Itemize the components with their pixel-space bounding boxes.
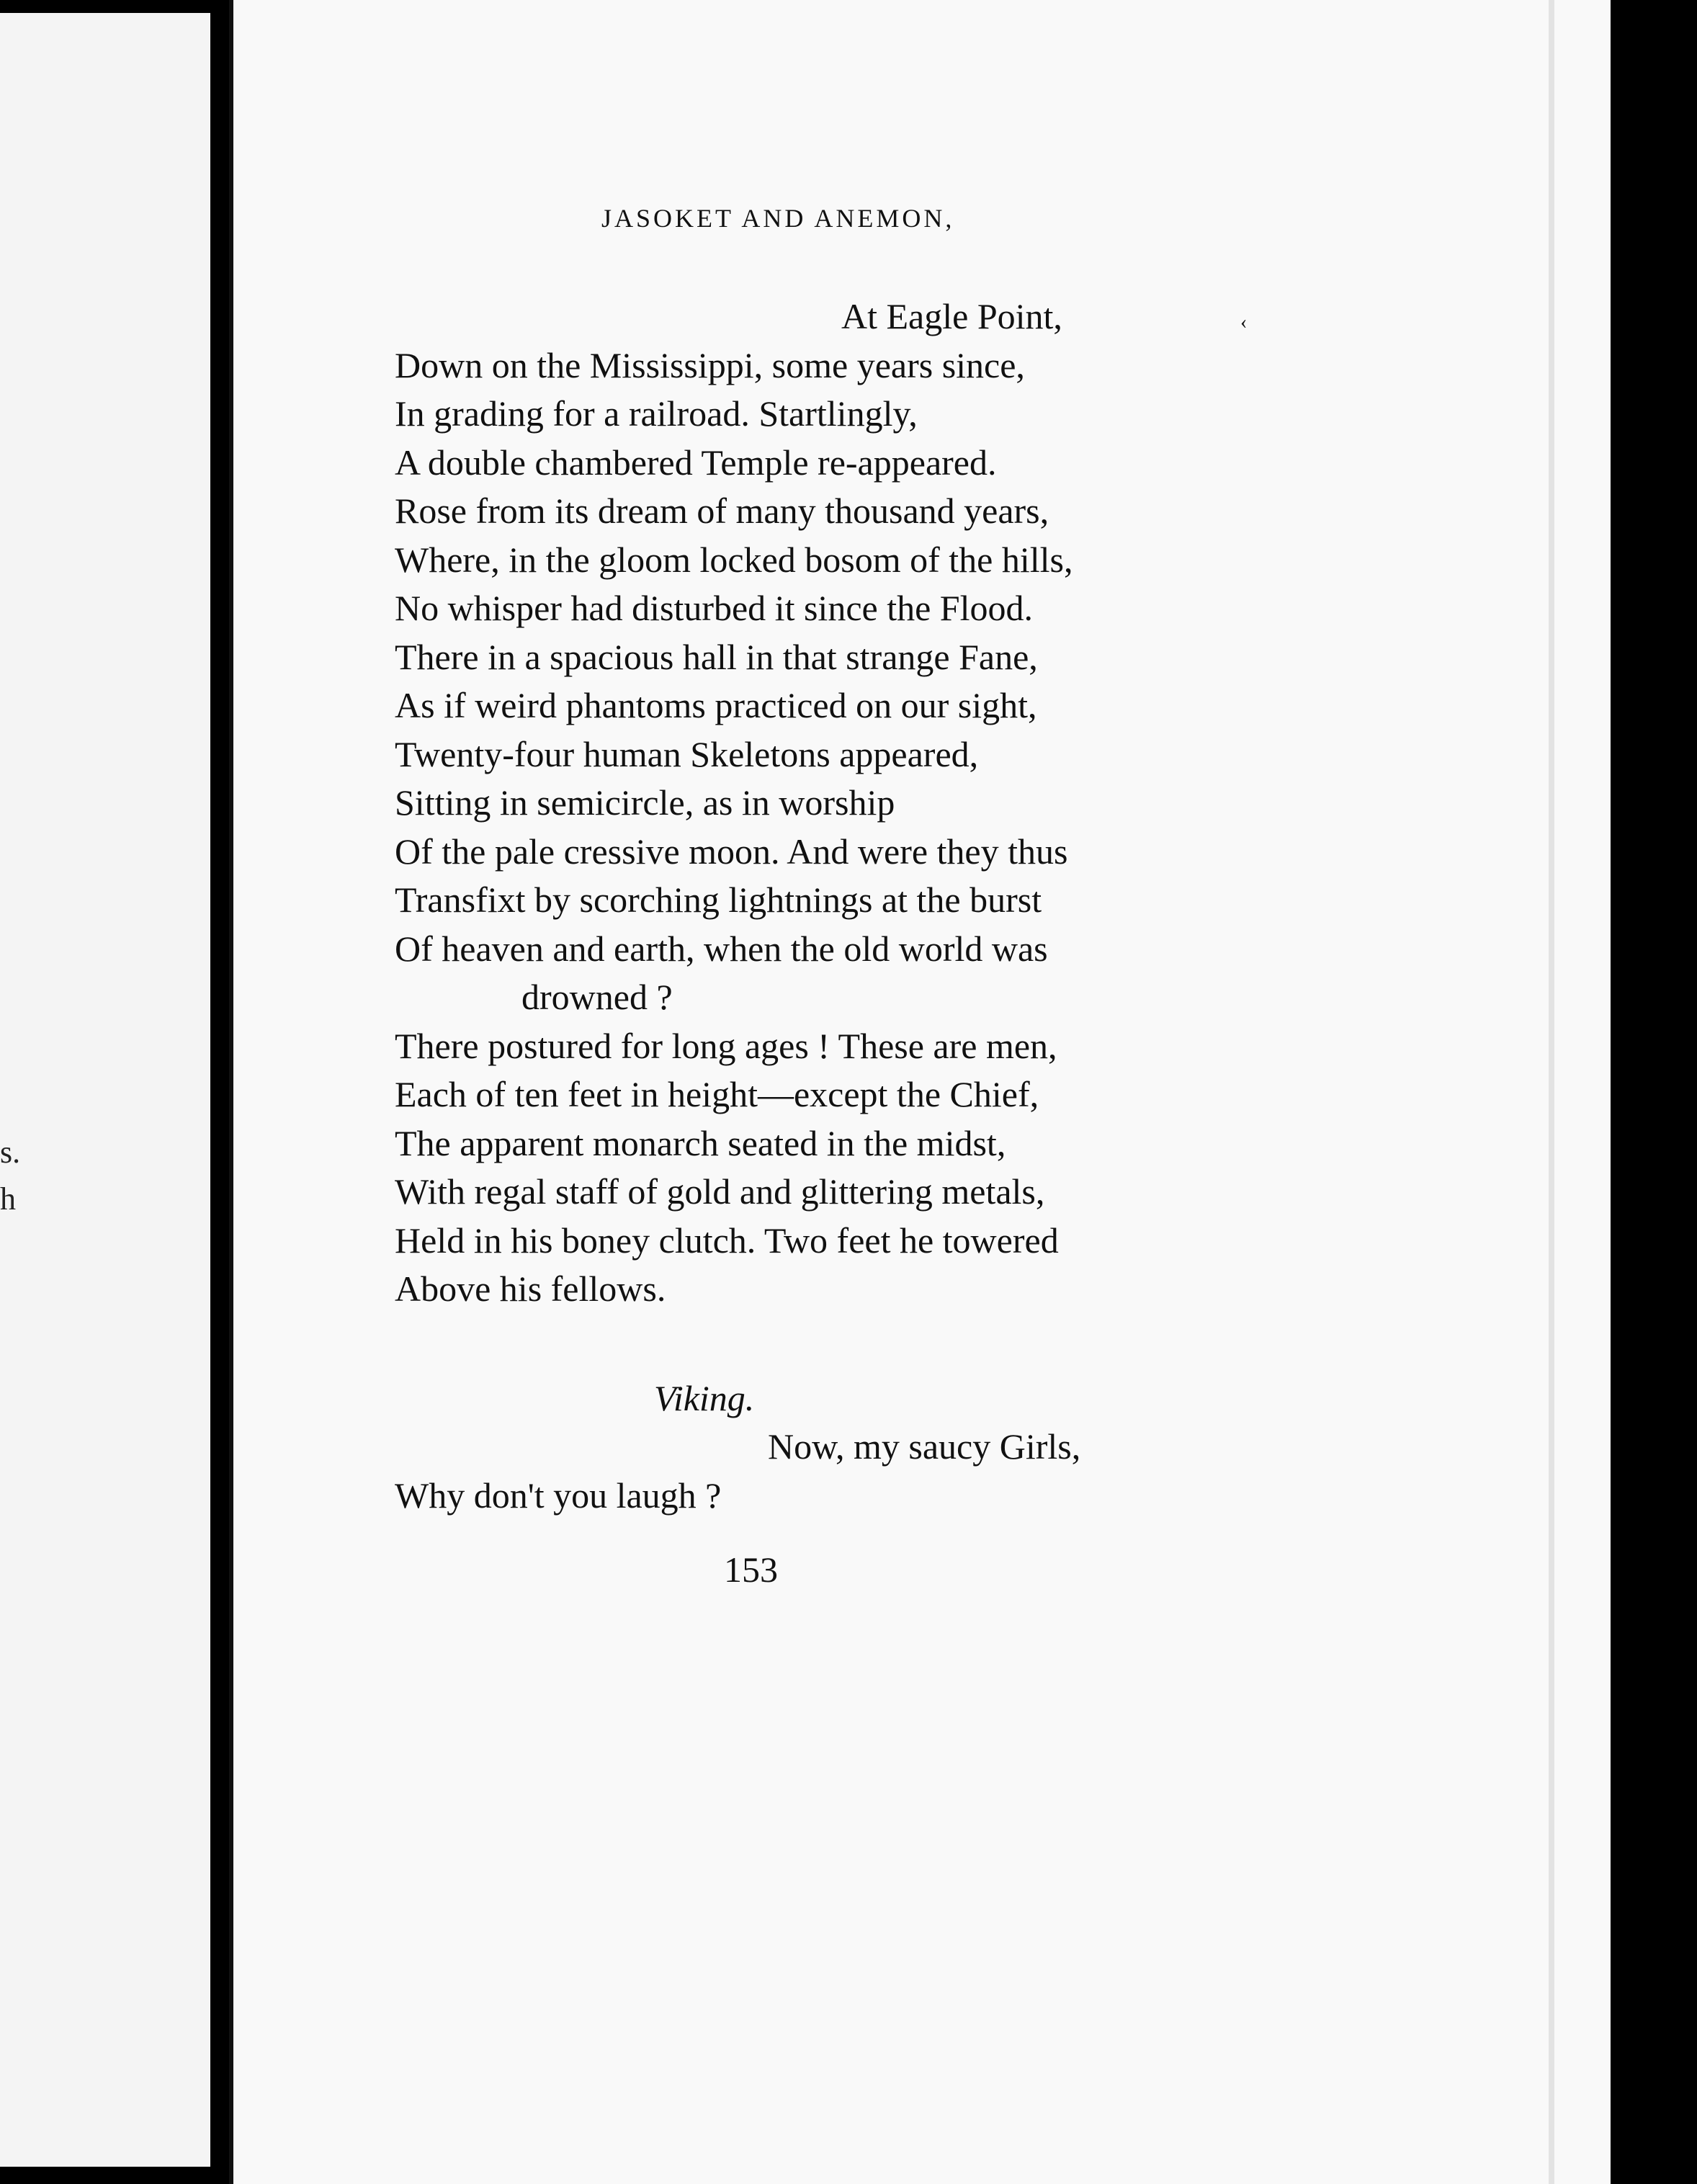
verse-line: As if weird phantoms practiced on our sight, xyxy=(395,685,1037,725)
verse-line: The apparent monarch seated in the midst, xyxy=(395,1122,1006,1163)
verse-line: Where, in the gloom locked bosom of the hills, xyxy=(395,539,1073,580)
left-page-fragment: s. xyxy=(0,1134,21,1170)
left-page-fragment: h xyxy=(0,1181,16,1217)
verse-line: At Eagle Point, xyxy=(841,296,1062,336)
verse-line: Each of ten feet in height—except the Chief, xyxy=(395,1074,1039,1114)
verse-line: There in a spacious hall in that strange Fane, xyxy=(395,636,1038,677)
verse-line: Down on the Mississippi, some years since, xyxy=(395,344,1025,385)
verse-line: Sitting in semicircle, as in worship xyxy=(395,782,895,823)
verse-line: Now, my saucy Girls, xyxy=(768,1426,1081,1467)
verse-line: Transfixt by scorching lightnings at the burst xyxy=(395,880,1042,920)
verse-line: Held in his boney clutch. Two feet he towered xyxy=(395,1219,1059,1261)
page-fore-edge xyxy=(1549,0,1554,2184)
verse-line: Rose from its dream of many thousand years, xyxy=(395,491,1049,531)
verse-line: A double chambered Temple re-appeared. xyxy=(395,442,997,483)
previous-page xyxy=(0,13,210,2167)
verse-line: In grading for a railroad. Startlingly, xyxy=(395,393,918,434)
verse-line: Twenty-four human Skeletons appeared, xyxy=(395,733,979,774)
verse-line: Why don't you laugh ? xyxy=(395,1474,722,1516)
speaker-name: Viking. xyxy=(654,1377,755,1418)
verse-line: Above his fellows. xyxy=(395,1268,666,1309)
page-number: 153 xyxy=(724,1549,778,1590)
verse-line: With regal staff of gold and glittering metals, xyxy=(395,1171,1045,1212)
verse-line: There postured for long ages ! These are men, xyxy=(395,1025,1057,1066)
verse-line: Of the pale cressive moon. And were they thus xyxy=(395,831,1068,872)
margin-mark: ‹ xyxy=(1240,311,1248,334)
verse-line: No whisper had disturbed it since the Flood. xyxy=(395,588,1033,628)
verse-line: Of heaven and earth, when the old world was xyxy=(395,928,1048,969)
running-head: JASOKET AND ANEMON, xyxy=(601,204,955,233)
verse-line: drowned ? xyxy=(521,977,673,1017)
verse-block xyxy=(395,292,1248,1520)
